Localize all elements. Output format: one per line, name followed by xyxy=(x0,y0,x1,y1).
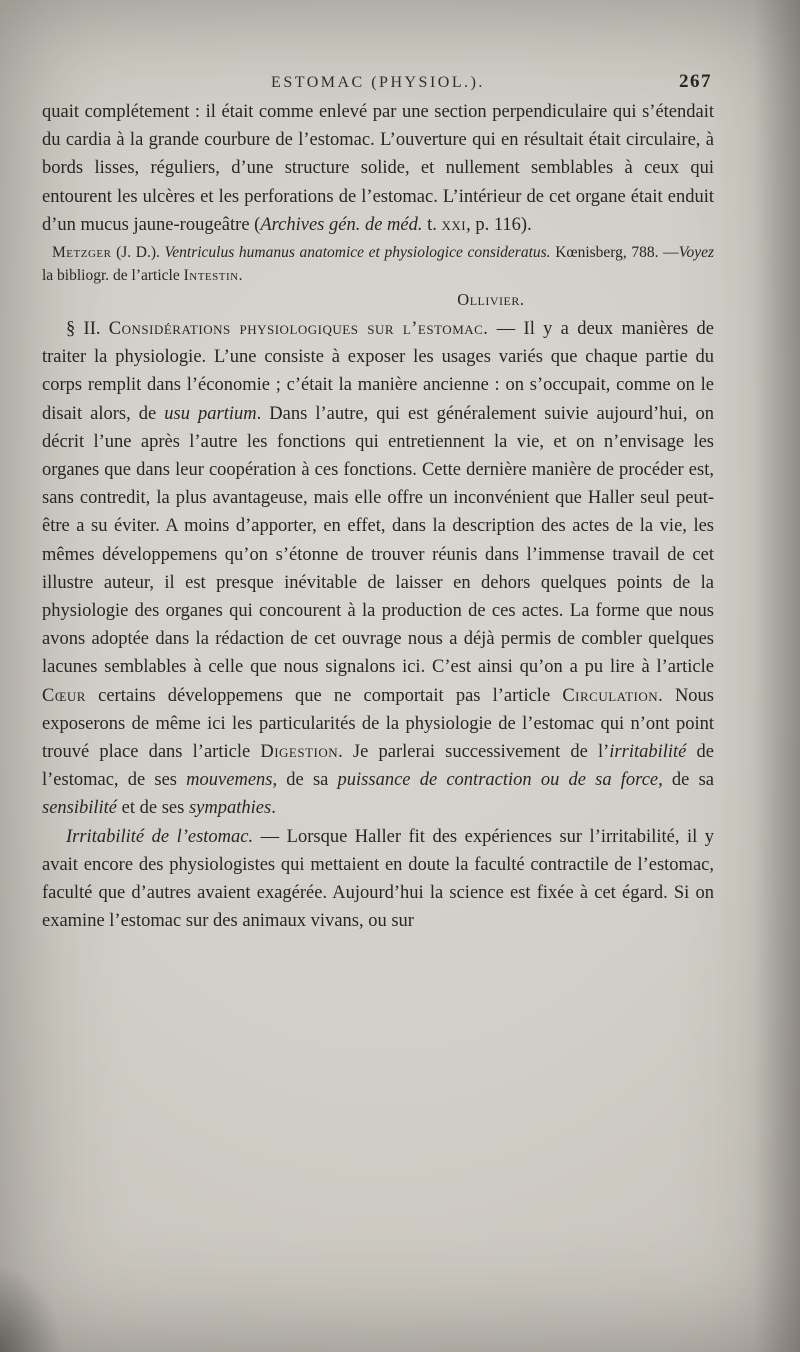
paragraph-bibliography-segment: Voyez xyxy=(678,244,714,262)
page-header xyxy=(42,71,714,92)
paragraph-section-2-segment: et de ses xyxy=(117,798,189,819)
paragraph-section-2-segment: . xyxy=(271,798,276,819)
paragraph-section-2-segment: Digestion xyxy=(260,742,339,763)
paragraph-bibliography-segment: Intestin xyxy=(183,266,239,284)
paragraph-section-2-segment: usu partium xyxy=(164,403,257,424)
paragraph-section-2-segment: de sa xyxy=(277,770,338,791)
paragraph-section-2-segment: de sa xyxy=(662,770,714,791)
paragraph-bibliography-segment: . xyxy=(238,266,243,284)
paragraph-bibliography-segment: Metzger xyxy=(52,244,112,262)
scan-smudge-bottom-left xyxy=(0,1262,64,1352)
paragraph-section-2-segment: — Il y a deux manières de traiter la physiologie. L’une consiste à exposer les usages variés que chaque partie du corps remplit dans l’économie ; c’était la manière ancienne : on s’occupait, comme on le disait alors, de xyxy=(42,319,714,424)
paragraph-section-2-segment: . Dans l’autre, qui est généralement suivie aujourd’hui, on décrit l’une après l’autre les fonctions qui entretiennent la vie, et on n’envisage les organes que dans leur coopération à ces fonctions. Cette dernière manière de procéder est, sans contredit, la plus avantageuse, mais elle offre un inconvénient que Haller seul peut-être a su éviter. A moins d’apporter, en effet, dans la description des actes de la vie, les mêmes développemens qu’on s’étonne de trouver réunis dans l’immense travail de cet illustre auteur, il est presque inévitable de laisser en dehors quelques points de la physiologie des organes qui concourent à la production de ces actes. La forme que nous avons adoptée dans la rédaction de cet ouvrage nous a déjà permis de combler quelques lacunes semblables à celle que nous signalons ici. C’est ainsi qu’on a pu lire à l’article xyxy=(42,403,714,678)
paragraph-continuation-segment: t. xyxy=(422,214,442,235)
paragraph-continuation-segment: Archives gén. de méd. xyxy=(260,214,423,235)
signature-line-segment: . xyxy=(519,290,524,310)
paragraph-continuation-segment: xxi xyxy=(441,214,467,235)
scan-shadow-right-edge xyxy=(754,0,800,1352)
paragraph-continuation-segment: quait complétement : il était comme enlevé par une section perpendiculaire qui s’étendait du cardia à la grande courbure de l’estomac. L’ouverture qui en résultait était circulaire, à bords lisses, réguliers, d’une structure solide, et nullement semblables à ceux qui entourent les ulcères et les perforations de l’estomac. L’intérieur de cet organe était enduit d’un mucus jaune-rougeâtre ( xyxy=(42,102,714,235)
paragraph-irritabilite xyxy=(42,823,714,936)
paragraph-section-2-segment: sympathies xyxy=(188,798,272,819)
paragraph-section-2-segment: irritabilité xyxy=(609,742,687,763)
paragraph-section-2-segment: de l’estomac, de ses xyxy=(42,742,714,791)
paragraph-bibliography-segment: la bibliogr. de l’article xyxy=(42,266,184,284)
paragraph-continuation xyxy=(42,98,714,239)
paragraph-continuation-segment: , p. 116). xyxy=(466,214,532,235)
paragraph-section-2-segment: Circulation xyxy=(562,685,659,706)
paragraph-section-2-segment: Cœur xyxy=(42,685,86,706)
paragraph-section-2-segment: certains développemens que ne comportait pas l’article xyxy=(85,685,563,706)
text-block xyxy=(42,98,714,935)
paragraph-section-2-segment: § II. xyxy=(66,319,109,340)
paragraph-bibliography-segment: Ventriculus humanus anatomice et physiologice consideratus. xyxy=(164,244,551,262)
signature-line xyxy=(42,288,714,312)
signature-line-segment: Ollivier xyxy=(457,290,520,310)
paragraph-bibliography xyxy=(42,242,714,287)
paragraph-section-2-segment: sensibilité xyxy=(42,798,118,819)
paragraph-section-2-segment: puissance de contraction ou de sa force, xyxy=(337,770,663,791)
paragraph-section-2-segment: mouvemens, xyxy=(186,770,278,791)
paragraph-section-2-segment: . Je parlerai successivement de l’ xyxy=(338,742,610,763)
paragraph-irritabilite-segment: — Lorsque Haller fit des expériences sur l’irritabilité, il y avait encore des physiologistes qui mettaient en doute la faculté contractile de l’estomac, faculté que d’autres avaient exagérée. Aujourd’hui la science est fixée à cet égard. Si on examine l’estomac sur des animaux vivans, ou sur xyxy=(42,826,714,932)
paragraph-bibliography-segment: (J. D.). xyxy=(111,244,165,262)
paragraph-bibliography-segment: Kœnisberg, 788. — xyxy=(550,244,679,262)
page-number: 267 xyxy=(679,71,712,92)
paragraph-section-2-segment: . Nous exposerons de même ici les particularités de la physiologie de l’estomac qui n’ont point trouvé place dans l’article xyxy=(42,685,714,763)
running-head-title: ESTOMAC (PHYSIOL.). xyxy=(271,74,485,91)
paragraph-irritabilite-segment: Irritabilité de l’estomac. xyxy=(66,826,254,847)
paragraph-section-2-segment: Considérations physiologiques sur l’estomac. xyxy=(108,319,489,340)
paragraph-section-2 xyxy=(42,315,714,823)
